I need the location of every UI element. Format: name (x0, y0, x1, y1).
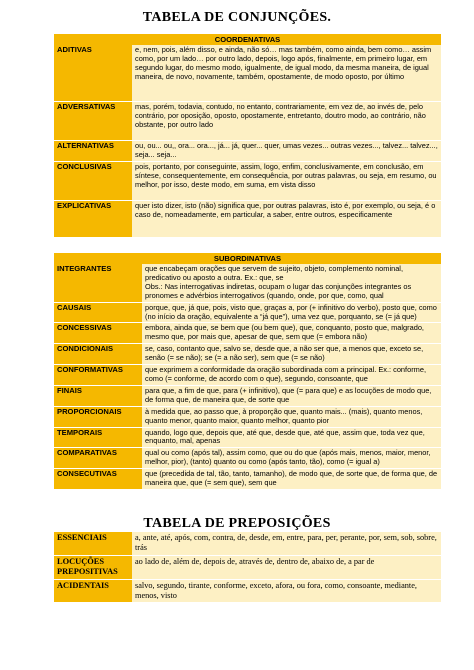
row-text: ou, ou... ou,, ora... ora..., já... já, quer... quer, umas vezes... outras vezes..., talvez... talvez..., seja... seja... (132, 141, 441, 162)
row-label: ALTERNATIVAS (54, 141, 132, 162)
row-text: a, ante, até, após, com, contra, de, desde, em, entre, para, per, perante, por, sem, sob, sobre, trás (132, 532, 441, 555)
row-text: à medida que, ao passo que, à proporção que, quanto mais... (mais), quanto menos, quanto menor, quanto maior, quanto melhor, quanto pior (142, 406, 441, 427)
table-row (54, 555, 441, 579)
row-text: salvo, segundo, tirante, conforme, exceto, afora, ou fora, como, consoante, mediante, menos, visto (132, 579, 441, 602)
row-text: pois, portanto, por conseguinte, assim, logo, enfim, conclusivamente, em conclusão, em síntese, consequentemente, em consequência, por outras palavras, ou seja, em resumo, ou melhor, por isso, deste modo, em suma, em vista disso (132, 162, 441, 201)
row-text: que exprimem a conformidade da oração subordinada com a principal. Ex.: conforme, como (= conforme, de acordo com o que), segundo, consoante, que (142, 365, 441, 386)
row-text: e, nem, pois, além disso, e ainda, não só… mas também, como ainda, bem como… assim como, por um lado… por outro lado, depois, logo após, finalmente, em primeiro lugar, em segundo lugar, do mesmo modo, igualmente, de igual modo, da mesma maneira, de igual maneira, de novo, novamente, também, opostamente, de modo oposto, por último (132, 45, 441, 102)
row-label: EXPLICATIVAS (54, 201, 132, 238)
table-row (54, 427, 441, 448)
row-label: INTEGRANTES (54, 264, 142, 302)
row-text: se, caso, contanto que, salvo se, desde que, a não ser que, a menos que, exceto se, senão (= se não); se (= a não ser), sem que (= se não) (142, 344, 441, 365)
table-row (54, 469, 441, 489)
row-label: ESSENCIAIS (54, 532, 132, 555)
row-text: embora, ainda que, se bem que (ou bem que), que, conquanto, posto que, malgrado, mesmo que, por mais que, apesar de que, sem que (= embora não) (142, 323, 441, 344)
prepositions-table (54, 532, 441, 602)
row-label: ADITIVAS (54, 45, 132, 102)
conjunctions-title: TABELA DE CONJUNÇÕES. (142, 10, 332, 25)
table-row (54, 579, 441, 602)
table-row (54, 532, 441, 555)
row-text: qual ou como (após tal), assim como, que ou do que (após mais, menos, maior, menor, melhor, pior), (tanto) quanto ou como (após tanto, tão), como (= igual a) (142, 448, 441, 469)
subordinating-header: SUBORDINATIVAS (54, 253, 441, 264)
table-row (54, 264, 441, 302)
row-label: LOCUÇÕES PREPOSITIVAS (54, 555, 132, 579)
coordinating-table (54, 34, 441, 237)
row-label: FINAIS (54, 385, 142, 406)
row-text: porque, que, já que, pois, visto que, graças a, por (+ infinitivo do verbo), posto que, como (no início da oração, equivalente a “já que”), uma vez que, porquanto, se (= já que) (142, 302, 441, 323)
row-label: CONCESSIVAS (54, 323, 142, 344)
row-label: ACIDENTAIS (54, 579, 132, 602)
table-row (54, 406, 441, 427)
table-row (54, 201, 441, 238)
table-row (54, 102, 441, 141)
row-label: CONFORMATIVAS (54, 365, 142, 386)
table-row (54, 385, 441, 406)
subordinating-table (54, 253, 441, 489)
row-label: CONSECUTIVAS (54, 469, 142, 489)
table-row (54, 45, 441, 102)
row-text: ao lado de, além de, depois de, através de, dentro de, abaixo de, a par de (132, 555, 441, 579)
row-text: para que, a fim de que, para (+ infinitivo), que (= para que) e as locuções de modo que, de forma que, de maneira que, de sorte que (142, 385, 441, 406)
row-text: que encabeçam orações que servem de sujeito, objeto, complemento nominal, predicativo ou aposto a outra. Ex.: que, se Obs.: Nas interrogativas indiretas, ocupam o lugar das conjunções integrantes os pronomes e advérbios interrogativos (quando, onde, por que, como, qual (142, 264, 441, 302)
row-text: que (precedida de tal, tão, tanto, tamanho), de modo que, de sorte que, de forma que, de maneira que, que (= sem que), sem que (142, 469, 441, 489)
row-text: quer isto dizer, isto (não) significa que, por outras palavras, isto é, por exemplo, ou seja, é o caso de, nomeadamente, em particular, a saber, entre outros, especificamente (132, 201, 441, 238)
prepositions-title: TABELA DE PREPOSIÇÕES (143, 516, 331, 531)
table-row (54, 323, 441, 344)
row-label: CAUSAIS (54, 302, 142, 323)
row-label: TEMPORAIS (54, 427, 142, 448)
coordinating-header: COORDENATIVAS (54, 34, 441, 45)
row-text: mas, porém, todavia, contudo, no entanto, contrariamente, em vez de, ao invés de, pelo contrário, por oposição, oposto, opostamente, entretanto, doutro modo, ao contrário, não obstante, por outro lado (132, 102, 441, 141)
row-text: quando, logo que, depois que, até que, desde que, até que, assim que, toda vez que, enquanto, mal, apenas (142, 427, 441, 448)
table-row (54, 344, 441, 365)
row-label: COMPARATIVAS (54, 448, 142, 469)
table-row (54, 162, 441, 201)
table-row (54, 448, 441, 469)
row-label: ADVERSATIVAS (54, 102, 132, 141)
table-row (54, 141, 441, 162)
row-label: CONDICIONAIS (54, 344, 142, 365)
table-row (54, 302, 441, 323)
row-label: PROPORCIONAIS (54, 406, 142, 427)
row-label: CONCLUSIVAS (54, 162, 132, 201)
table-row (54, 365, 441, 386)
